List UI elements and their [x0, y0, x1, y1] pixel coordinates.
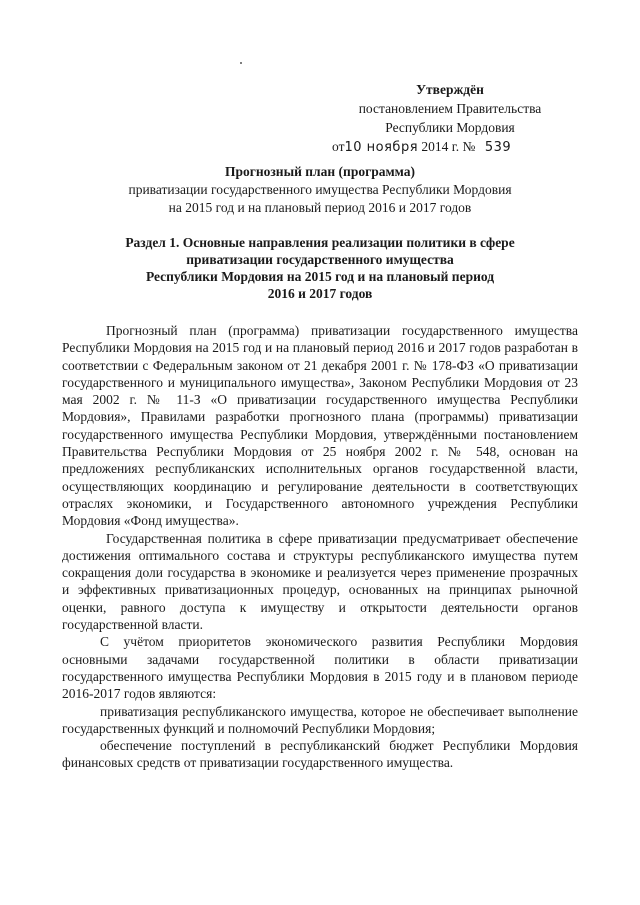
section-line-2: приватизации государственного имущества: [186, 252, 454, 267]
title-line-1: приватизации государственного имущества Республики Мордовия: [128, 182, 512, 197]
title-line-2: на 2015 год и на плановый период 2016 и 2017 годов: [168, 200, 472, 215]
approval-stamp: [330, 80, 570, 157]
section-heading: [60, 234, 580, 302]
title-heading: Прогнозный план (программа): [224, 164, 416, 179]
date-year: 2014 г. №: [421, 139, 476, 154]
paragraph: приватизация республиканского имущества, которое не обеспечивает выполнение государственных функций и полномочий Республики Мордовия;: [62, 703, 578, 736]
date-handwritten: 10 ноября: [344, 140, 419, 155]
decree-number: 539: [484, 140, 512, 155]
paragraph: Государственная политика в сфере приватизации предусматривает обеспечение достижения оптимального состава и структуры республиканского имущества путем сокращения доли государства в экономике и реализуется через применение прозрачных и эффективных приватизационных процедур, основанных на принципах рыночной оценки, равного доступа к имуществу и открытости деятельности органов государственной власти.: [62, 530, 578, 633]
approval-word: Утверждён: [416, 82, 484, 97]
approval-date: [330, 137, 570, 157]
scan-speck: [240, 62, 242, 64]
paragraph: Прогнозный план (программа) приватизации государственного имущества Республики Мордовия на 2015 год и на плановый период 2016 и 2017 годов разработан в соответствии с Федеральным законом от 21 декабря 2001 г. № 178-ФЗ «О приватизации государственного и муниципального имущества», Законом Республики Мордовия от 23 мая 2002 г. № 11-З «О приватизации государственного имущества Республики Мордовия», Правилами разработки прогнозного плана (программы) приватизации государственного имущества Республики Мордовия, утверждёнными постановлением Правительства Республики Мордовия от 25 ноября 2002 г. № 548, основан на предложениях республиканских исполнительных органов государственной власти, осуществляющих координацию и регулирование деятельности в соответствующих отраслях экономики, и Государственного автономного учреждения Республики Мордовия «Фонд имущества».: [62, 323, 578, 529]
section-line-3: Республики Мордовия на 2015 год и на плановый период: [145, 269, 495, 284]
date-prefix: от: [332, 139, 345, 154]
paragraph: обеспечение поступлений в республиканский бюджет Республики Мордовия финансовых средств от приватизации государственного имущества.: [62, 738, 578, 771]
document-title: [60, 163, 580, 217]
section-line-1: Раздел 1. Основные направления реализации политики в сфере: [125, 235, 515, 250]
section-line-4: 2016 и 2017 годов: [267, 286, 373, 301]
paragraph: С учётом приоритетов экономического развития Республики Мордовия основными задачами государственной политики в области приватизации государственного имущества Республики Мордовия в 2015 году и в плановом периоде 2016-2017 годов являются:: [62, 634, 578, 702]
document-body: [62, 322, 578, 772]
approval-line-1: постановлением Правительства: [358, 101, 542, 116]
approval-line-2: Республики Мордовия: [385, 120, 515, 135]
